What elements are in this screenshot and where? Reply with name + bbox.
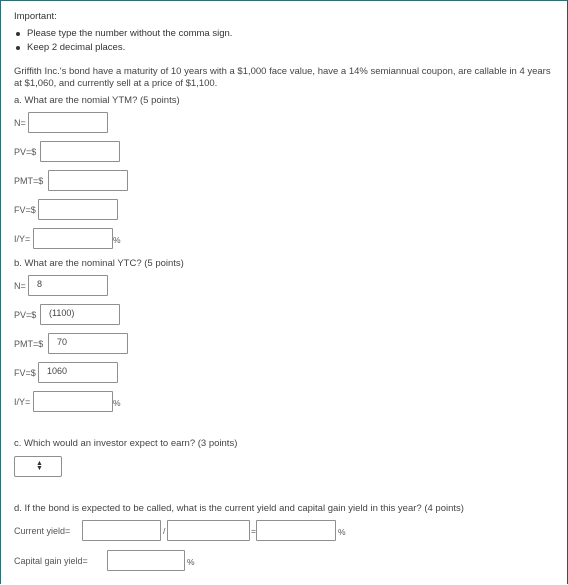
a-fv-label: FV=$ [14,205,36,215]
instruction-item: Keep 2 decimal places. [14,41,232,55]
capital-gain-input[interactable] [107,550,185,571]
b-pv-input[interactable]: (1100) [40,304,120,325]
current-yield-label: Current yield= [14,526,71,536]
instruction-item: Please type the number without the comma sign. [14,27,232,41]
current-yield-numerator-input[interactable] [82,520,161,541]
a-pv-label: PV=$ [14,147,37,157]
problem-description: Griffith Inc.'s bond have a maturity of 10 years with a $1,000 face value, have a 14% semiannual coupon, are callable in 4 years at $1,060, and currently sell at a price of $1,100. [14,66,551,89]
b-percent-sign: % [113,398,121,408]
question-c: c. Which would an investor expect to earn? (3 points) [14,438,238,449]
b-pmt-input[interactable]: 70 [48,333,128,354]
b-iy-input[interactable] [33,391,113,412]
current-yield-percent: % [338,527,346,537]
division-slash: / [163,526,166,536]
current-yield-result-input[interactable] [256,520,336,541]
b-n-input[interactable]: 8 [28,275,108,296]
question-d: d. If the bond is expected to be called, what is the current yield and capital gain yield in this year? (4 points) [14,503,464,514]
a-n-input[interactable] [28,112,108,133]
question-a: a. What are the nomial YTM? (5 points) [14,95,180,106]
a-pv-input[interactable] [40,141,120,162]
b-fv-label: FV=$ [14,368,36,378]
expected-earn-select[interactable] [14,456,62,477]
select-arrows-icon: ▲ ▼ [36,460,43,472]
capital-gain-percent: % [187,557,195,567]
capital-gain-label: Capital gain yield= [14,556,88,566]
a-n-label: N= [14,118,26,128]
equals-sign: = [251,526,256,536]
a-iy-label: I/Y= [14,234,31,244]
b-pmt-label: PMT=$ [14,339,44,349]
b-pv-label: PV=$ [14,310,37,320]
important-label: Important: [14,11,57,22]
a-pmt-input[interactable] [48,170,128,191]
b-n-label: N= [14,281,26,291]
a-pmt-label: PMT=$ [14,176,44,186]
instructions-list [14,27,232,55]
a-percent-sign: % [113,235,121,245]
current-yield-denominator-input[interactable] [167,520,250,541]
b-fv-input[interactable]: 1060 [38,362,118,383]
question-b: b. What are the nominal YTC? (5 points) [14,258,184,269]
a-fv-input[interactable] [38,199,118,220]
b-iy-label: I/Y= [14,397,31,407]
a-iy-input[interactable] [33,228,113,249]
